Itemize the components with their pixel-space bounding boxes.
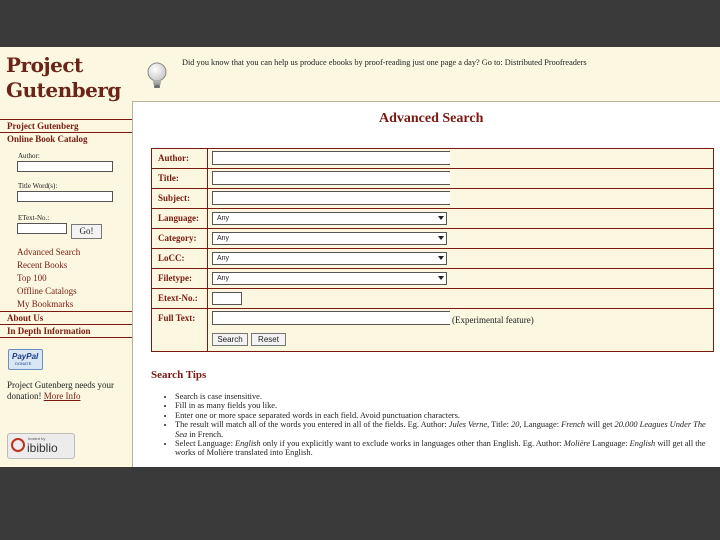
- sidebar-link-project-gutenberg[interactable]: Project Gutenberg: [7, 121, 79, 131]
- sidebar-item-top-100[interactable]: Top 100: [17, 273, 47, 283]
- search-tips-list: [151, 392, 711, 458]
- language-select-value: Any: [217, 215, 230, 222]
- title-input[interactable]: [212, 171, 450, 185]
- tip-example: Jules Verne: [448, 420, 488, 430]
- locc-select-value: Any: [217, 255, 230, 262]
- paypal-donate-button[interactable]: [8, 349, 43, 370]
- subject-input[interactable]: [212, 191, 450, 205]
- filetype-label: Filetype:: [158, 273, 192, 283]
- sidebar-divider: [0, 132, 132, 133]
- quick-title-input[interactable]: [17, 191, 113, 202]
- experimental-feature-note: (Experimental feature): [452, 315, 534, 325]
- go-button[interactable]: Go!: [71, 224, 102, 239]
- sidebar-link-in-depth-information[interactable]: In Depth Information: [7, 326, 91, 336]
- tip-example: French: [561, 420, 585, 430]
- tip-item: [175, 439, 711, 458]
- quick-etext-label: EText-No.:: [18, 214, 50, 222]
- banner-text[interactable]: Did you know that you can help us produce ebooks by proof-reading just one page a day? Go to: Distributed Proofreaders: [182, 58, 587, 67]
- tip-text: The result will match all of the words you entered in all of the fields. Eg. Author:: [175, 420, 449, 430]
- quick-author-input[interactable]: [17, 161, 113, 172]
- tip-item: • Fill in as many fields you like.: [175, 401, 711, 410]
- tip-text: , Language:: [519, 420, 562, 430]
- author-label: Author:: [158, 153, 189, 163]
- category-label: Category:: [158, 233, 197, 243]
- category-select-value: Any: [217, 235, 230, 242]
- logo-line-2: Gutenberg: [6, 78, 121, 102]
- paypal-logo-text: PayPal: [12, 352, 39, 361]
- tip-example: 20.000 Leagues Under The Sea: [175, 420, 706, 439]
- dropdown-arrow-icon: [438, 276, 444, 280]
- tip-item: [175, 420, 711, 439]
- sidebar-divider: [0, 119, 132, 120]
- tip-item: • Enter one or more space separated words in each field. Avoid punctuation characters.: [175, 411, 711, 420]
- tip-text: in French.: [187, 429, 224, 439]
- sidebar-item-recent-books[interactable]: Recent Books: [17, 260, 68, 270]
- search-button[interactable]: Search: [212, 333, 248, 346]
- paypal-donate-text: DONATE: [15, 361, 32, 366]
- ibiblio-hosted-text: hosted by: [28, 436, 46, 441]
- tip-example: 20: [511, 420, 520, 430]
- subject-label: Subject:: [158, 193, 190, 203]
- filetype-select[interactable]: [212, 272, 447, 285]
- tip-text: will get: [585, 420, 615, 430]
- author-input[interactable]: [212, 151, 450, 165]
- more-info-link[interactable]: More Info: [43, 391, 81, 401]
- ibiblio-badge[interactable]: [7, 433, 75, 459]
- tip-text: only if you explicitly want to exclude works in languages other than English. Eg. Author:: [260, 439, 564, 449]
- tip-text: Select Language:: [175, 439, 235, 449]
- sidebar-item-offline-catalogs[interactable]: Offline Catalogs: [17, 286, 77, 296]
- proofreaders-banner: [132, 47, 720, 102]
- form-row-language: [152, 209, 713, 229]
- ibiblio-name: ibiblio: [27, 441, 58, 455]
- reset-button[interactable]: Reset: [251, 333, 286, 346]
- dropdown-arrow-icon: [438, 256, 444, 260]
- form-row-filetype: [152, 269, 713, 289]
- sidebar-item-advanced-search[interactable]: Advanced Search: [17, 247, 81, 257]
- ibiblio-logo-icon: [11, 438, 25, 452]
- form-row-locc: [152, 249, 713, 269]
- form-row-full-text: [152, 309, 713, 329]
- browser-page: [0, 47, 720, 467]
- etext-input[interactable]: [212, 292, 242, 305]
- advanced-search-form: [151, 148, 714, 352]
- form-row-subject: [152, 189, 713, 209]
- tip-text: , Title:: [487, 420, 512, 430]
- tip-text: will get all the works of Molière translated into English.: [175, 439, 706, 458]
- locc-select[interactable]: [212, 252, 447, 265]
- full-text-input[interactable]: [212, 311, 450, 325]
- form-row-etext: [152, 289, 713, 309]
- quick-author-label: Author:: [18, 152, 40, 160]
- title-label: Title:: [158, 173, 179, 183]
- quick-title-label: Title Word(s):: [18, 182, 58, 190]
- sidebar-item-my-bookmarks[interactable]: My Bookmarks: [17, 299, 74, 309]
- donation-text: Project Gutenberg needs your donation!: [7, 380, 115, 401]
- filetype-select-value: Any: [217, 275, 230, 282]
- logo-line-1: Project: [6, 53, 83, 77]
- dropdown-arrow-icon: [438, 216, 444, 220]
- tip-example: English: [629, 439, 656, 449]
- tip-text: Language:: [590, 439, 630, 449]
- form-row-category: [152, 229, 713, 249]
- dropdown-arrow-icon: [438, 236, 444, 240]
- search-tips-heading: Search Tips: [151, 369, 207, 381]
- lightbulb-icon: [146, 61, 168, 91]
- tip-example: Molière: [563, 439, 591, 449]
- quick-etext-input[interactable]: [17, 223, 67, 234]
- form-row-title: [152, 169, 713, 189]
- etext-label: Etext-No.:: [158, 293, 198, 303]
- sidebar-link-about-us[interactable]: About Us: [7, 313, 44, 323]
- language-label: Language:: [158, 213, 200, 223]
- sidebar-divider: [0, 311, 132, 312]
- sidebar: [0, 47, 133, 467]
- sidebar-link-online-book-catalog[interactable]: Online Book Catalog: [7, 134, 88, 144]
- page-title: Advanced Search: [379, 111, 484, 126]
- form-row-author: [152, 149, 713, 169]
- tip-example: English: [235, 439, 261, 449]
- full-text-label: Full Text:: [158, 313, 196, 323]
- sidebar-divider: [0, 324, 132, 325]
- language-select[interactable]: [212, 212, 447, 225]
- category-select[interactable]: [212, 232, 447, 245]
- tip-item: • Search is case insensitive.: [175, 392, 711, 401]
- project-gutenberg-logo[interactable]: [6, 53, 121, 103]
- sidebar-divider: [0, 337, 132, 338]
- donation-message: [7, 380, 127, 402]
- locc-label: LoCC:: [158, 253, 185, 263]
